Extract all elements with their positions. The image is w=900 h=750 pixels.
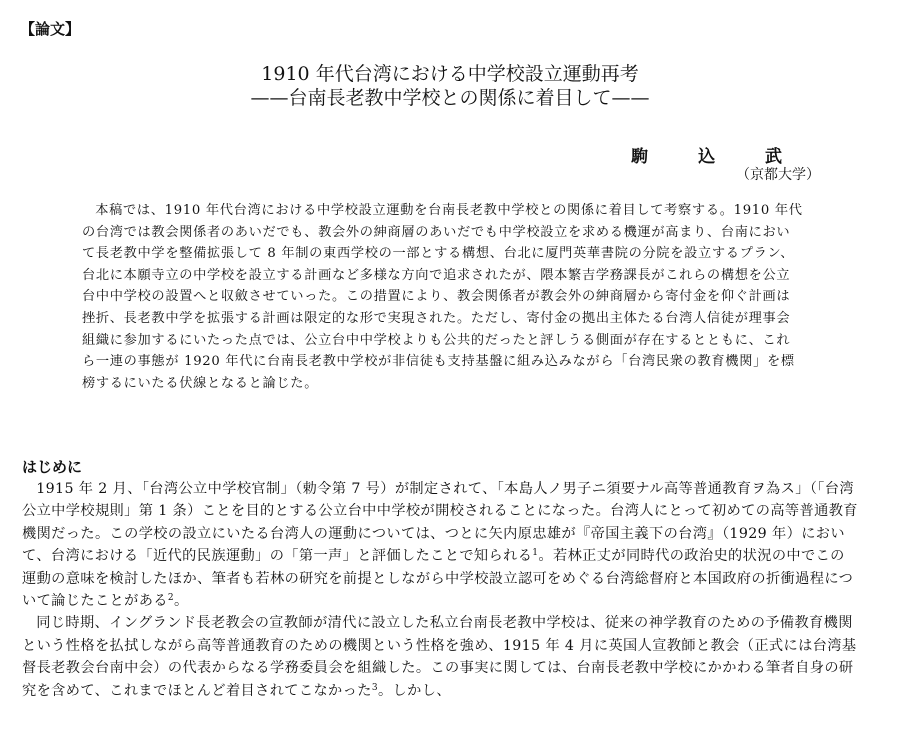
section-tag: 【論文】	[20, 20, 81, 38]
author-name: 駒 込 武	[631, 147, 804, 167]
article-title: 1910 年代台湾における中学校設立運動再考	[261, 63, 639, 85]
abstract	[82, 200, 804, 394]
abstract-text: 本稿では、1910 年代台湾における中学校設立運動を台南長老教中学校との関係に着目して考察する。1910 年代の台湾では教会関係者のあいだでも、教会外の紳商層のあいだでも中学校設立を求める機運が高まり、台南において長老教中学を整備拡張して 8 年制の東西学校の一部とする構想、台北に厦門英華書院の分院を設立するプラン、台北に本願寺立の中学校を設立する計画など多様な方向で追求されたが、隈本繁吉学務課長がこれらの構想を公立台中中学校の設置へと収斂させていった。この措置により、教会関係者が教会外の紳商層から寄付金を仰ぐ計画は挫折、長老教中学を拡張する計画は限定的な形で実現された。ただし、寄付金の拠出主体たる台湾人信徒が理事会組織に参加するにいたった点では、公立台中中学校よりも公共的だったと評しうる側面が存在するとともに、これら一連の事態が 1920 年代に台南長老教中学校が非信徒も支持基盤に組み込みながら「台湾民衆の教育機関」を標榜するにいたる伏線となると論じた。	[82, 203, 803, 391]
section-heading: はじめに	[22, 458, 83, 476]
footnote-ref-3[interactable]: 3	[371, 682, 378, 693]
paragraph-2-part-b: 。しかし、	[377, 682, 451, 699]
footnote-ref-2[interactable]: 2	[167, 593, 175, 604]
body-text	[22, 478, 858, 702]
paragraph-2	[22, 612, 858, 702]
paragraph-2-part-a: 同じ時期、イングランド長老教会の宣教師が清代に設立した私立台南長老教中学校は、従来の神学教育のための予備教育機関という性格を払拭しながら高等普通教育のための機関という性格を強め、1915 年 4 月に英国人宣教師と教会（正式には台湾基督長老教会台南中会）の代表からなる学務委員会を組織した。この事実に関しては、台南長老教中学校にかかわる筆者自身の研究を含めて、これまでほとんど着目されてこなかった	[22, 615, 857, 699]
paragraph-1-part-a: 1915 年 2 月、「台湾公立中学校官制」（勅令第 7 号）が制定されて、「本島人ノ男子ニ須要ナル高等普通教育ヲ為ス」（「台湾公立中学校規則」第 1 条）ことを目的とする公立台中中学校が開校されることになった。台湾人にとって初めての高等普通教育機関だった。この学校の設立にいたる台湾人の運動については、つとに矢内原忠雄が『帝国主義下の台湾』（1929 年）において、台湾における「近代的民族運動」の「第一声」と評価したことで知られる	[22, 481, 858, 565]
paragraph-1	[22, 478, 858, 612]
paragraph-1-part-c: 。	[174, 593, 189, 610]
paragraph-1-part-b: 。若林正丈が同時代の政治史的状況の中でこの運動の意味を検討したほか、筆者も若林の研究を前提としながら中学校設立認可をめぐる台湾総督府と本国政府の折衝過程について論じたことがある	[22, 548, 854, 610]
article-subtitle: ——台南長老教中学校との関係に着目して——	[250, 87, 650, 109]
author-affiliation: （京都大学）	[736, 167, 820, 183]
title-block	[0, 62, 900, 110]
footnote-ref-1[interactable]: 1	[532, 548, 539, 559]
